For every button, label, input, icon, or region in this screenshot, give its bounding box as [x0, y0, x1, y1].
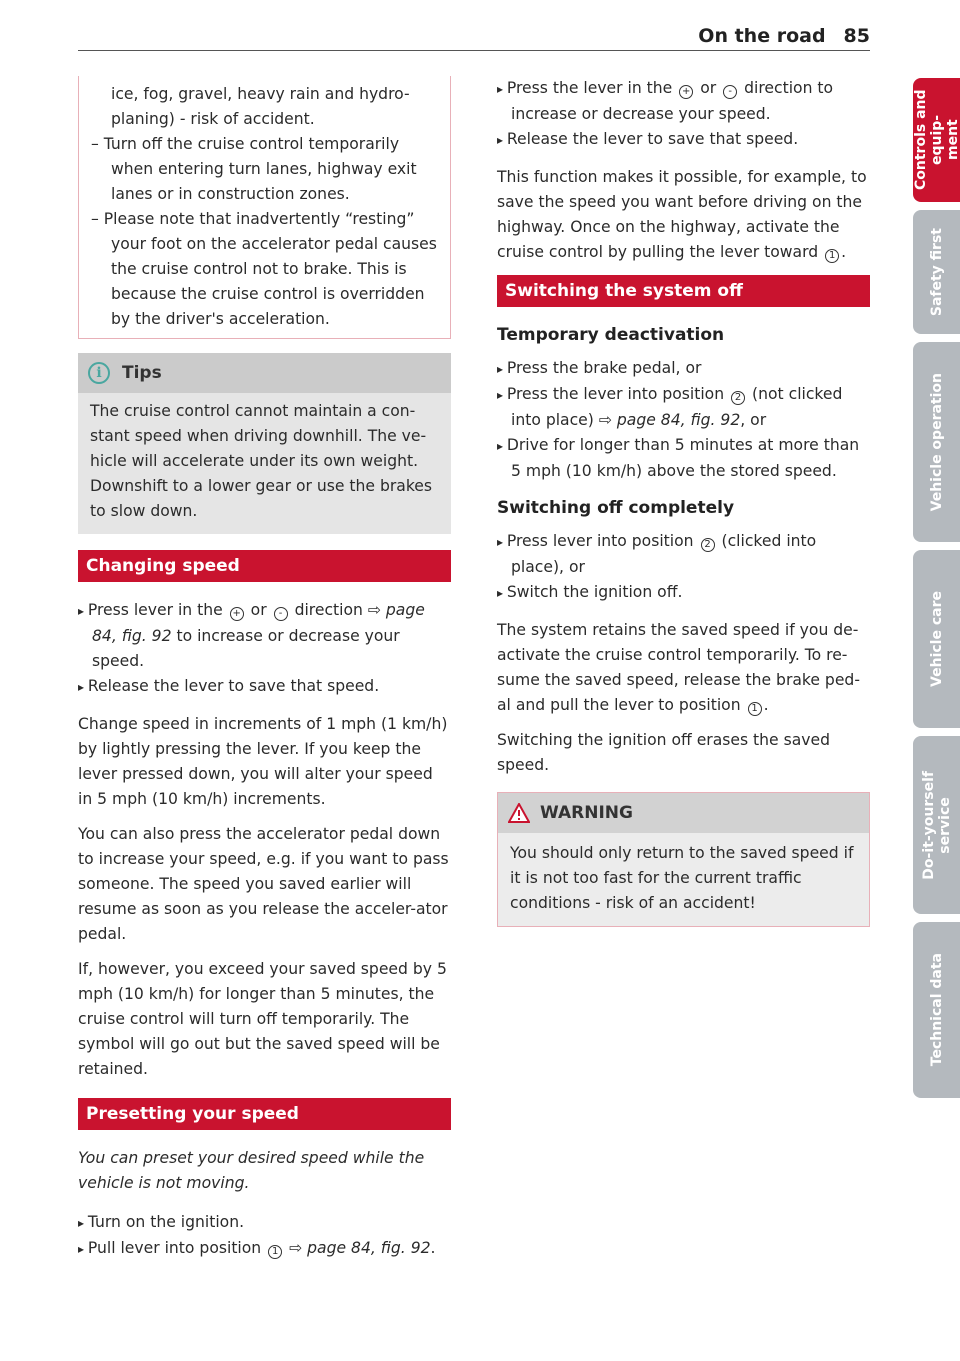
position-2-symbol-icon: 2 — [701, 538, 715, 552]
presetting-intro: You can preset your desired speed while the vehicle is not moving. — [78, 1149, 425, 1192]
warning-label: WARNING — [540, 802, 633, 823]
side-tab-label: Technical data — [928, 953, 945, 1067]
page-reference-link[interactable]: ⇨ page 84, fig. 92 — [92, 601, 425, 645]
warning-continuation-intro: ice, fog, gravel, heavy rain and hydro-planing) - risk of accident. — [111, 85, 410, 128]
paragraph: You can also press the accelerator pedal down to increase your speed, e.g. if you want to pass someone. The speed you saved earlier will resume as soon as you release the acceler-ator pedal. — [78, 825, 449, 943]
paragraph: This function makes it possible, for example, to save the speed you want before driving on the highway. Once on the highway, activate the cruise control by pulling the lever toward 1 . — [497, 168, 867, 261]
page-number: 85 — [843, 25, 870, 47]
side-tab-label: Do-it-yourself service — [920, 770, 953, 880]
tips-text: The cruise control cannot maintain a con-stant speed when driving downhill. The ve-hicle will accelerate under its own weight. Downshift to a lower gear or use the brakes to slow down. — [90, 402, 433, 520]
step-item: ▸ Drive for longer than 5 minutes at more than 5 mph (10 km/h) above the stored speed. — [497, 433, 870, 484]
position-2-symbol-icon: 2 — [731, 391, 745, 405]
header-rule — [78, 50, 870, 51]
step-item: ▸ Press lever in the + or - direction ⇨ page 84, fig. 92 to increase or decrease your speed. — [78, 598, 451, 674]
position-1-symbol-icon: 1 — [268, 1245, 282, 1259]
side-tab-do-it-yourself[interactable] — [913, 736, 960, 914]
step-item: ▸ Release the lever to save that speed. — [78, 674, 451, 700]
step-item: ▸ Turn on the ignition. — [78, 1210, 451, 1236]
step-item: ▸ Switch the ignition off. — [497, 580, 870, 606]
step-item: ▸ Release the lever to save that speed. — [497, 127, 870, 153]
warning-box — [497, 792, 870, 927]
side-tab-label: Safety first — [928, 227, 945, 317]
warning-item: – Turn off the cruise control temporarily when entering turn lanes, highway exit lanes or in construction zones. — [91, 132, 438, 207]
tips-label: Tips — [122, 362, 162, 383]
page-reference-link[interactable]: ⇨ page 84, fig. 92 — [598, 411, 741, 429]
minus-symbol-icon: - — [723, 85, 737, 99]
plus-symbol-icon: + — [230, 607, 244, 621]
minus-symbol-icon: - — [274, 607, 288, 621]
paragraph: If, however, you exceed your saved speed by 5 mph (10 km/h) for longer than 5 minutes, the cruise control will turn off temporarily. The symbol will go out but the saved speed will be retained. — [78, 960, 447, 1078]
side-tab-label: Vehicle care — [928, 591, 945, 687]
warning-header — [498, 793, 869, 833]
paragraph: Change speed in increments of 1 mph (1 km/h) by lightly pressing the lever. If you keep the lever pressed down, you will alter your speed in 5 mph (10 km/h) increments. — [78, 715, 448, 808]
complete-steps — [497, 529, 870, 606]
warning-text: You should only return to the saved speed if it is not too fast for the current traffic conditions - risk of an accident! — [498, 833, 869, 926]
running-head — [600, 24, 870, 49]
side-tab-label: Vehicle operation — [928, 372, 945, 512]
step-item: ▸ Pull lever into position 1 ⇨ page 84, fig. 92. — [78, 1236, 451, 1262]
side-tab-label: Controls and equip- ment — [912, 89, 960, 191]
page-reference-link[interactable]: ⇨ page 84, fig. 92 — [289, 1239, 431, 1257]
subheading-temporary: Temporary deactivation — [497, 325, 725, 345]
presetting-steps — [78, 1210, 451, 1262]
tips-header — [78, 353, 451, 393]
subheading-completely: Switching off completely — [497, 498, 735, 518]
side-tab-safety[interactable] — [913, 210, 960, 334]
position-1-symbol-icon: 1 — [825, 249, 839, 263]
side-tab-technical-data[interactable] — [913, 922, 960, 1098]
warning-continuation-list — [91, 132, 438, 332]
step-item: ▸ Press the brake pedal, or — [497, 356, 870, 382]
temporary-steps — [497, 356, 870, 484]
plus-symbol-icon: + — [679, 85, 693, 99]
info-icon: i — [88, 362, 110, 384]
warning-continuation-box — [78, 76, 451, 339]
running-title: On the road — [698, 25, 826, 47]
tips-box — [78, 353, 451, 534]
right-column — [497, 76, 870, 927]
changing-speed-steps — [78, 598, 451, 700]
preset-continue-steps — [497, 76, 870, 153]
section-heading-switching-off: Switching the system off — [497, 275, 870, 307]
warning-triangle-icon — [508, 803, 530, 823]
left-column — [78, 76, 451, 1274]
step-item: ▸ Press the lever in the + or - direction to increase or decrease your speed. — [497, 76, 870, 127]
side-tab-vehicle-operation[interactable] — [913, 342, 960, 542]
step-item: ▸ Press lever into position 2 (clicked into place), or — [497, 529, 870, 580]
position-1-symbol-icon: 1 — [748, 702, 762, 716]
step-item: ▸ Press the lever into position 2 (not clicked into place) ⇨ page 84, fig. 92, or — [497, 382, 870, 433]
warning-item: – Please note that inadvertently “resting” your foot on the accelerator pedal causes the cruise control not to brake. This is because the cruise control is overridden by the driver's acceleration. — [91, 207, 438, 332]
section-heading-presetting: Presetting your speed — [78, 1098, 451, 1130]
side-tab-vehicle-care[interactable] — [913, 550, 960, 728]
paragraph: Switching the ignition off erases the saved speed. — [497, 731, 830, 774]
section-heading-changing-speed: Changing speed — [78, 550, 451, 582]
side-tab-controls[interactable] — [913, 78, 960, 202]
paragraph: The system retains the saved speed if you de-activate the cruise control temporarily. To re-sume the saved speed, release the brake ped-al and pull the lever to position 1 . — [497, 621, 860, 714]
